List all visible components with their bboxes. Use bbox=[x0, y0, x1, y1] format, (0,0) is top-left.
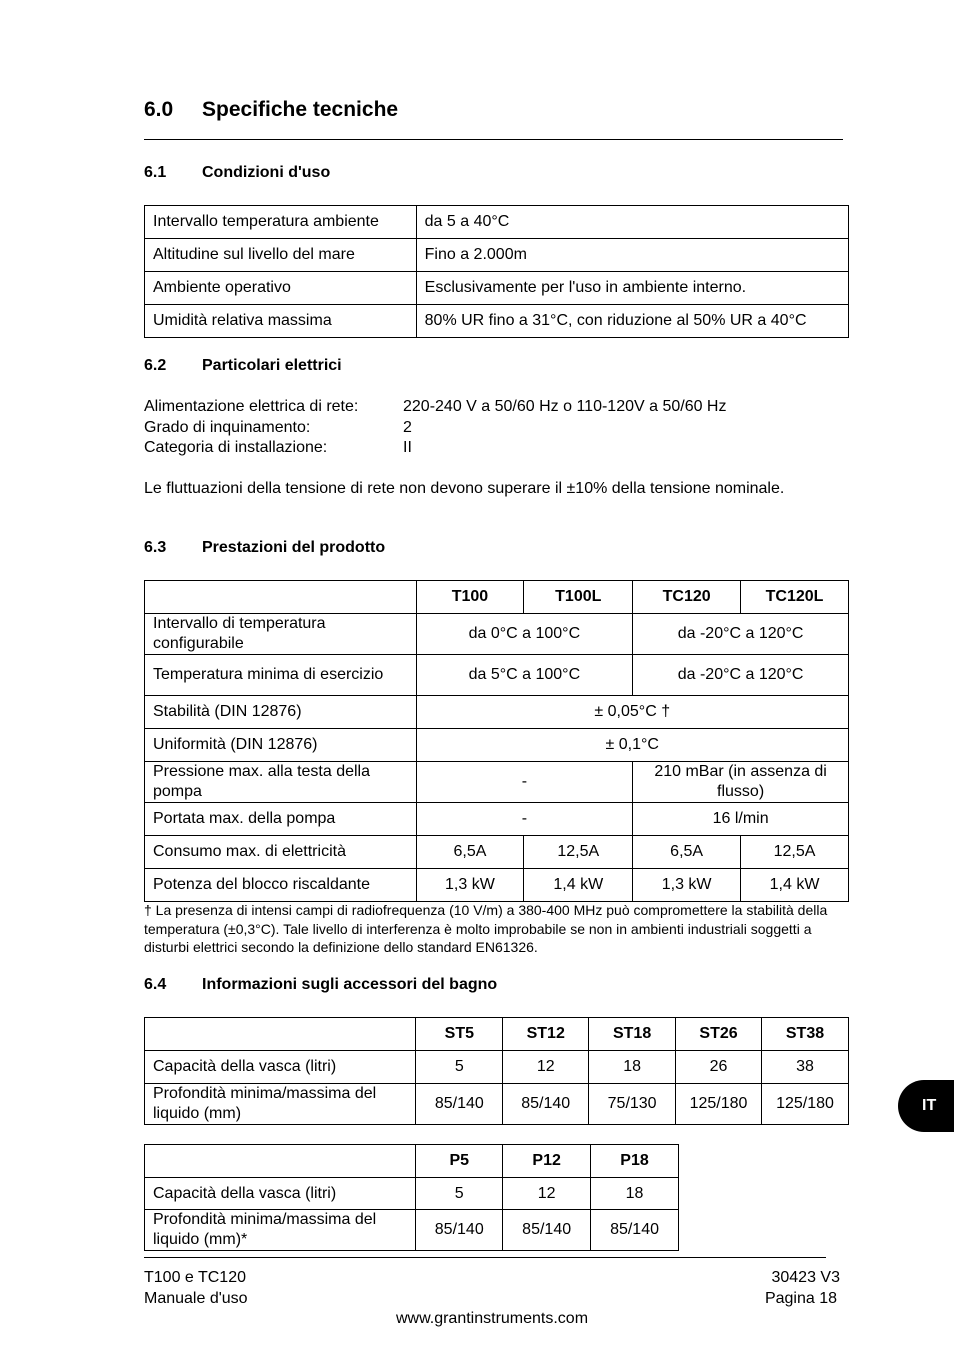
electrical-specs bbox=[144, 397, 726, 459]
table-row: Stabilità (DIN 12876) ± 0,05°C † bbox=[145, 696, 849, 729]
st-accessories-table bbox=[144, 1017, 849, 1125]
table-row: Consumo max. di elettricità 6,5A 12,5A 6,5A 12,5A bbox=[145, 836, 849, 869]
table-row: Intervallo di temperatura configurabile da 0°C a 100°C da -20°C a 120°C bbox=[145, 614, 849, 655]
footer-model: T100 e TC120 bbox=[144, 1269, 246, 1286]
heading-rule bbox=[144, 139, 843, 140]
footer-url: www.grantinstruments.com bbox=[395, 1310, 589, 1327]
spec-row: Alimentazione elettrica di rete: 220-240 V a 50/60 Hz o 110-120V a 50/60 Hz bbox=[144, 398, 727, 415]
subsection-number: 6.1 bbox=[144, 164, 167, 181]
table-header-row: ST5 ST12 ST18 ST26 ST38 bbox=[145, 1018, 849, 1051]
subsection-title: Informazioni sugli accessori del bagno bbox=[202, 976, 498, 993]
spec-row: Grado di inquinamento: 2 bbox=[144, 418, 412, 436]
voltage-note: Le fluttuazioni della tensione di rete non devono superare il ±10% della tensione nominale. bbox=[144, 480, 785, 497]
section-title: Specifiche tecniche bbox=[202, 98, 399, 121]
conditions-table bbox=[144, 205, 849, 338]
footer-left bbox=[144, 1268, 248, 1309]
spec-row: Categoria di installazione: II bbox=[144, 439, 412, 456]
table-row: Uniformità (DIN 12876) ± 0,1°C bbox=[145, 729, 849, 762]
subsection-number: 6.3 bbox=[144, 539, 167, 556]
table-row: Ambiente operativo Esclusivamente per l'uso in ambiente interno. bbox=[145, 272, 849, 305]
performance-table bbox=[144, 580, 849, 902]
subsection-number: 6.2 bbox=[144, 357, 167, 374]
section-number: 6.0 bbox=[144, 98, 174, 121]
footer-code: 30423 V3 bbox=[771, 1269, 840, 1286]
subsection-heading-6-3 bbox=[144, 539, 385, 557]
table-row: Portata max. della pompa - 16 l/min bbox=[145, 803, 849, 836]
table-row: Capacità della vasca (litri) 5 12 18 26 38 bbox=[145, 1051, 849, 1084]
table-row: Umidità relativa massima 80% UR fino a 31°C, con riduzione al 50% UR a 40°C bbox=[145, 305, 849, 338]
footer-rule bbox=[144, 1257, 826, 1258]
subsection-heading-6-1 bbox=[144, 164, 330, 182]
footer-page: Pagina 18 bbox=[764, 1289, 837, 1307]
table-row: Profondità minima/massima del liquido (mm) 85/140 85/140 75/130 125/180 125/180 bbox=[145, 1084, 849, 1125]
table-row: Temperatura minima di esercizio da 5°C a 100°C da -20°C a 120°C bbox=[145, 655, 849, 696]
footnote: † La presenza di intensi campi di radiofrequenza (10 V/m) a 380-400 MHz può compromettere la stabilità della temperatura (±0,3°C). Tale livello di interferenza è molto improbabile se non in ambienti industriali soggetti a disturbi elettrici secondo la definizione dello standard EN61326. bbox=[144, 902, 828, 955]
footer-right bbox=[765, 1268, 840, 1309]
table-row: Pressione max. alla testa della pompa - 210 mBar (in assenza di flusso) bbox=[145, 762, 849, 803]
subsection-title: Particolari elettrici bbox=[202, 357, 342, 374]
table-row: Capacità della vasca (litri) 5 12 18 bbox=[145, 1178, 679, 1210]
table-row: Altitudine sul livello del mare Fino a 2.000m bbox=[145, 239, 849, 272]
p-accessories-table bbox=[144, 1144, 679, 1251]
subsection-number: 6.4 bbox=[144, 976, 167, 993]
table-row: Potenza del blocco riscaldante 1,3 kW 1,4 kW 1,3 kW 1,4 kW bbox=[145, 869, 849, 902]
subsection-title: Condizioni d'uso bbox=[202, 164, 331, 181]
subsection-heading-6-4 bbox=[144, 976, 497, 994]
subsection-heading-6-2 bbox=[144, 357, 342, 375]
table-row: Profondità minima/massima del liquido (mm)* 85/140 85/140 85/140 bbox=[145, 1210, 679, 1251]
language-tab: IT bbox=[898, 1080, 954, 1132]
section-heading bbox=[144, 98, 398, 122]
subsection-title: Prestazioni del prodotto bbox=[202, 539, 386, 556]
table-header-row: P5 P12 P18 bbox=[145, 1145, 679, 1178]
footer-doc: Manuale d'uso bbox=[144, 1289, 248, 1307]
table-row: Intervallo temperatura ambiente da 5 a 40°C bbox=[145, 206, 849, 239]
table-header-row: T100 T100L TC120 TC120L bbox=[145, 581, 849, 614]
